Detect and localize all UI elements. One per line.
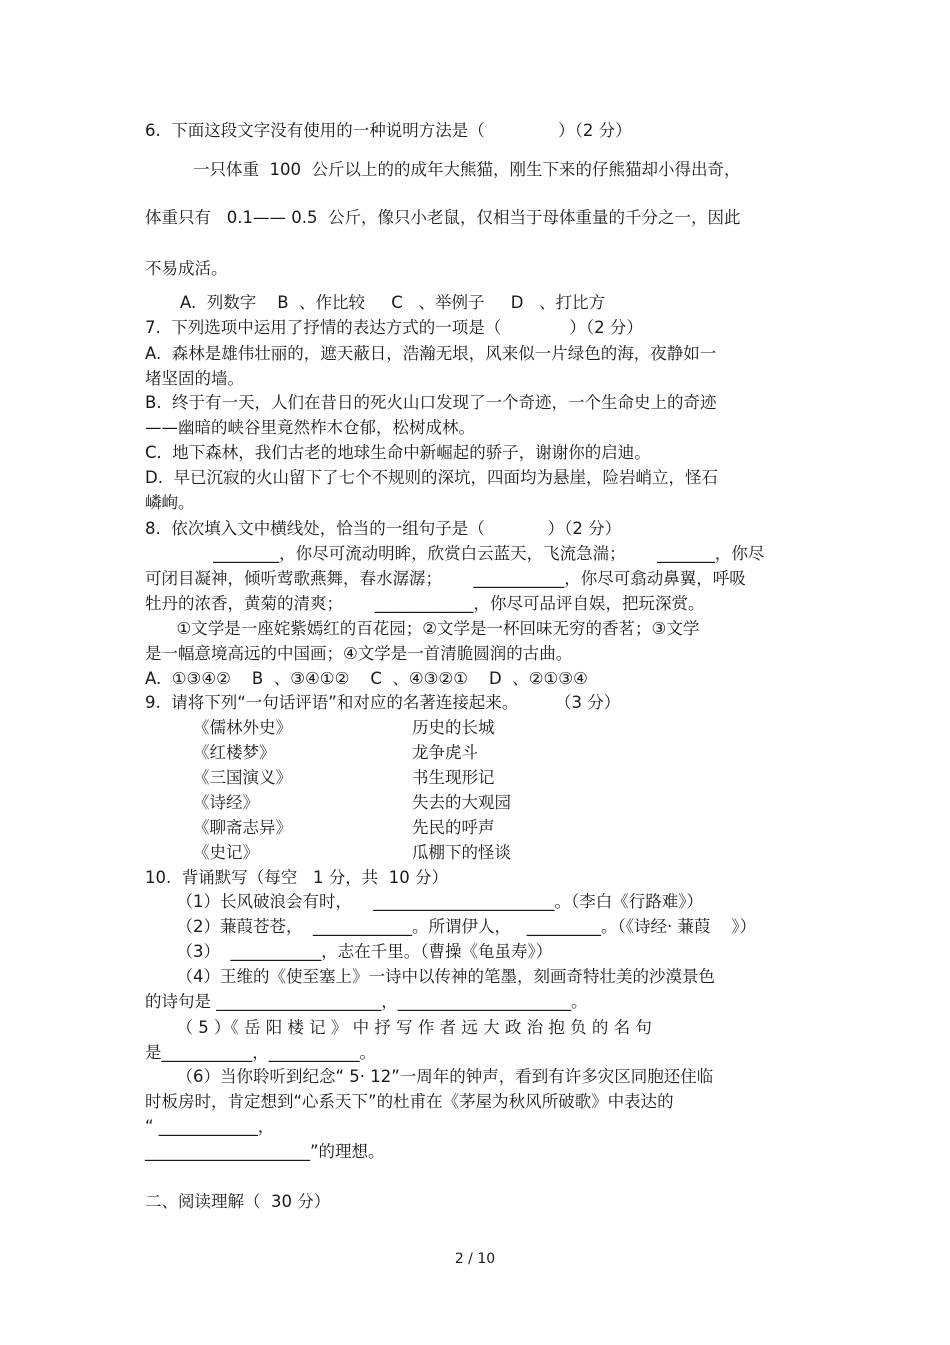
- q9-comment: 历史的长城: [412, 718, 495, 737]
- q6-passage-line-1: 一只体重 100 公斤以上的的成年大熊猫，刚生下来的仔熊猫却小得出奇，: [193, 160, 741, 179]
- q10-stem: 10. 背诵默写（每空 1 分，共 10 分）: [145, 868, 448, 887]
- q10-line-6: （ 5 ）《 岳 阳 楼 记 》 中 抒 写 作 者 远 大 政 治 抱 负 的 名 句: [145, 1018, 652, 1037]
- q7-line-2: 堵坚固的墙。: [145, 369, 244, 388]
- q10-line-11: ____________________”的理想。: [145, 1142, 385, 1161]
- q9-comment: 先民的呼声: [412, 818, 495, 837]
- q10-line-1: （1）长风破浪会有时， ______________________。（李白《行路难》）: [145, 892, 703, 911]
- q6-stem: 6. 下面这段文字没有使用的一种说明方法是（ ）（2 分）: [145, 121, 632, 140]
- q6-passage-line-3: 不易成活。: [145, 259, 228, 278]
- q10-line-5: 的诗句是 ____________________，_____________________。: [145, 992, 588, 1011]
- q9-book: 《儒林外史》: [193, 718, 292, 737]
- q9-stem: 9. 请将下列“一句话评语”和对应的名著连接起来。 （3 分）: [145, 693, 621, 712]
- q10-line-4: （4）王维的《使至塞上》一诗中以传神的笔墨，刻画奇特壮美的沙漠景色: [145, 967, 715, 986]
- q10-line-7: 是___________，___________。: [145, 1043, 376, 1062]
- q8-options: A. ①③④② B 、③④①② C 、④③②① D 、②①③④: [145, 669, 588, 688]
- q9-book: 《史记》: [193, 843, 259, 862]
- q8-stem: 8. 依次填入文中横线处，恰当的一组句子是（ ）（2 分）: [145, 519, 622, 538]
- q9-book: 《红楼梦》: [193, 743, 276, 762]
- q8-line-5: 是一幅意境高远的中国画；④文学是一首清脆圆润的古曲。: [145, 644, 573, 663]
- q7-stem: 7. 下列选项中运用了抒情的表达方式的一项是（ ）（2 分）: [145, 318, 643, 337]
- section-heading: 二、阅读理解（ 30 分）: [145, 1192, 331, 1211]
- q8-line-1: ________，你尽可流动明眸，欣赏白云蓝天，飞流急湍； _______，你尽: [145, 544, 765, 563]
- q7-line-3: B. 终于有一天，人们在昔日的死火山口发现了一个奇迹，一个生命史上的奇迹: [145, 393, 717, 412]
- q9-comment: 瓜棚下的怪谈: [412, 843, 511, 862]
- q10-line-9: 时板房时，肯定想到“心系天下”的杜甫在《茅屋为秋风所破歌》中表达的: [145, 1092, 674, 1111]
- q8-line-2: 可闭目凝神，倾听莺歌燕舞，春水潺潺； ___________，你尽可翕动鼻翼，呼吸: [145, 569, 746, 588]
- q9-book: 《诗经》: [193, 793, 259, 812]
- q7-line-5: C. 地下森林，我们古老的地球生命中新崛起的骄子，谢谢你的启迪。: [145, 443, 651, 462]
- q10-line-3: （3） ___________，志在千里。（曹操《龟虽寿》）: [145, 942, 553, 961]
- q6-options: A. 列数字 B 、作比较 C 、举例子 D 、打比方: [180, 293, 606, 312]
- q10-line-2: （2）蒹葭苍苍， ____________。所谓伊人， _________。（《诗经· 蒹葭 》）: [145, 917, 757, 936]
- q9-comment: 书生现形记: [412, 768, 495, 787]
- q9-book: 《聊斋志异》: [193, 818, 292, 837]
- page-number: 2 / 10: [454, 1251, 496, 1267]
- q8-line-3: 牡丹的浓香，黄菊的清爽； ____________，你尽可品评自娱，把玩深赏。: [145, 594, 705, 613]
- q9-comment: 失去的大观园: [412, 793, 511, 812]
- q9-comment: 龙争虎斗: [412, 743, 478, 762]
- q8-line-4: ①文学是一座姹紫嫣红的百花园；②文学是一杯回味无穷的香茗；③文学: [145, 619, 700, 638]
- q6-passage-line-2: 体重只有 0.1—— 0.5 公斤，像只小老鼠，仅相当于母体重量的千分之一，因此: [145, 208, 741, 227]
- q10-line-8: （6）当你聆听到纪念“ 5· 12”一周年的钟声，看到有许多灾区同胞还住临: [145, 1067, 714, 1086]
- q7-line-1: A. 森林是雄伟壮丽的，遮天蔽日，浩瀚无垠，风来似一片绿色的海，夜静如一: [145, 344, 717, 363]
- q7-line-7: 嶙峋。: [145, 493, 195, 512]
- q9-book: 《三国演义》: [193, 768, 292, 787]
- q10-line-10: “ ____________，: [145, 1117, 275, 1136]
- q7-line-4: ——幽暗的峡谷里竟然柞木仓郁，松树成林。: [145, 418, 475, 437]
- q7-line-6: D. 早已沉寂的火山留下了七个不规则的深坑，四面均为悬崖，险岩峭立，怪石: [145, 468, 718, 487]
